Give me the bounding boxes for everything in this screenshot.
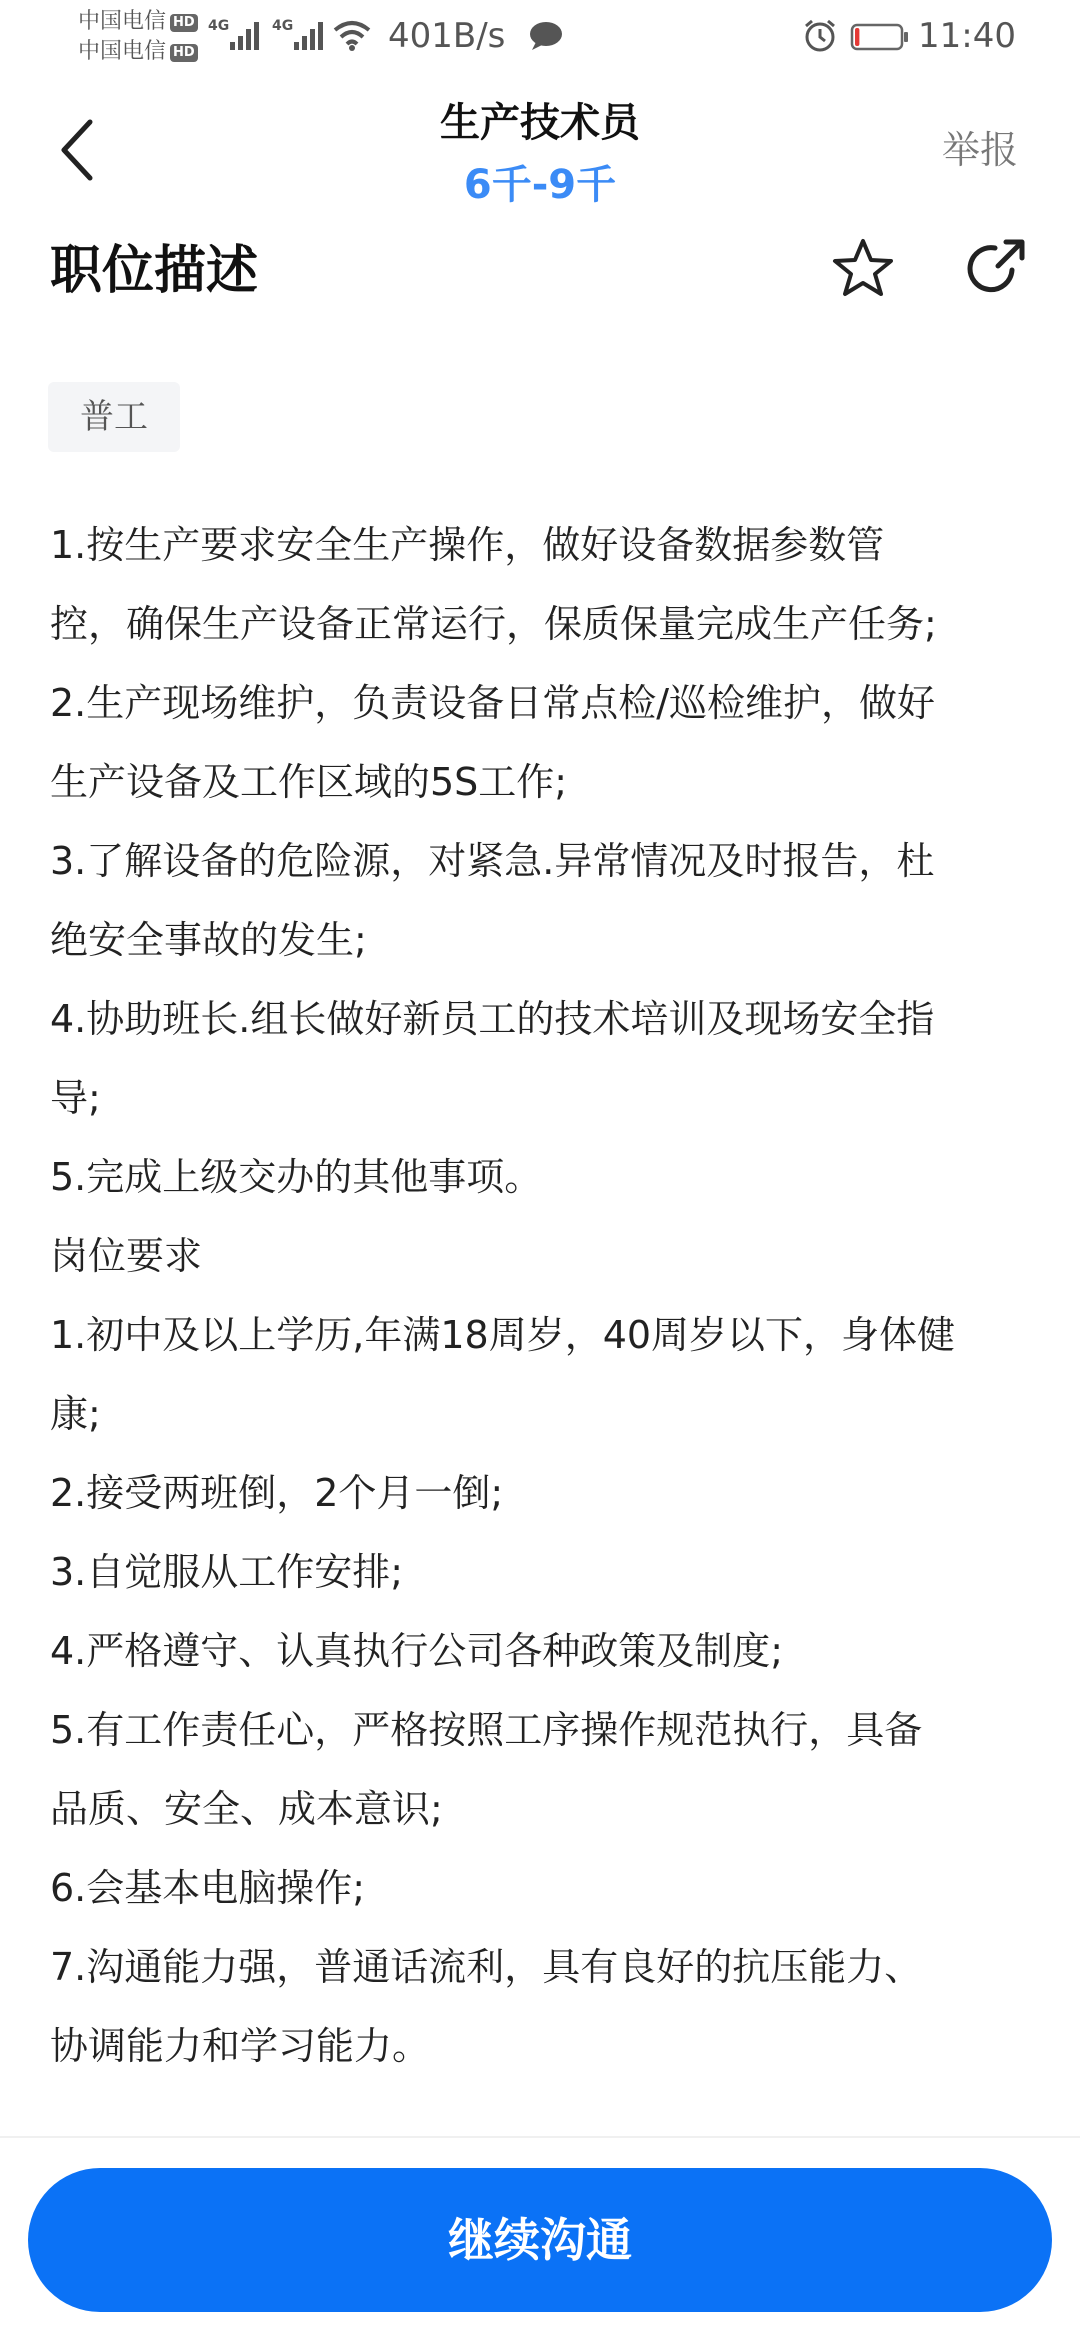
description-line: 生产设备及工作区域的5S工作; — [50, 760, 568, 804]
net-speed: 401B/s — [388, 16, 506, 56]
description-line: 3.自觉服从工作安排; — [50, 1550, 404, 1594]
section-title: 职位描述 — [50, 241, 259, 301]
description-line: 5.完成上级交办的其他事项。 — [50, 1155, 543, 1199]
description-line: 协调能力和学习能力。 — [50, 2024, 431, 2068]
description-line: 1.初中及以上学历,年满18周岁，40周岁以下，身体健 — [50, 1313, 956, 1357]
chat-icon — [528, 20, 564, 52]
clock: 11:40 — [918, 16, 1016, 56]
description-line: 5.有工作责任心，严格按照工序操作规范执行，具备 — [50, 1708, 923, 1752]
carrier-2 — [78, 40, 198, 64]
carrier-1-label: 中国电信 — [78, 9, 167, 34]
battery-icon — [850, 22, 910, 52]
description-line: 1.按生产要求安全生产操作，做好设备数据参数管 — [50, 523, 885, 567]
signal-icon — [208, 14, 268, 54]
net-type-1: 4G — [208, 18, 230, 34]
salary-range: 6千-9千 — [463, 162, 617, 208]
favorite-button[interactable] — [830, 236, 896, 302]
share-icon — [962, 236, 1028, 302]
description-line: 品质、安全、成本意识; — [50, 1787, 443, 1831]
description-line: 6.会基本电脑操作; — [50, 1866, 366, 1910]
signal-icon-2 — [272, 14, 332, 54]
description-line: 2.生产现场维护，负责设备日常点检/巡检维护，做好 — [50, 681, 936, 725]
hd-badge: HD — [170, 14, 198, 32]
description-line: 4.协助班长.组长做好新员工的技术培训及现场安全指 — [50, 997, 935, 1041]
divider — [0, 2136, 1080, 2138]
share-button[interactable] — [962, 236, 1028, 302]
carrier-2-label: 中国电信 — [78, 39, 167, 64]
description-line: 绝安全事故的发生; — [50, 918, 367, 962]
hd-badge-2: HD — [170, 44, 198, 62]
chevron-left-icon — [50, 110, 110, 190]
net-type-2: 4G — [272, 18, 294, 34]
back-button[interactable] — [50, 110, 110, 190]
description-line: 岗位要求 — [50, 1234, 203, 1278]
star-icon — [830, 236, 896, 302]
description-line: 康; — [50, 1392, 101, 1436]
report-button[interactable]: 举报 — [941, 128, 1018, 172]
continue-chat-button[interactable]: 继续沟通 — [28, 2168, 1052, 2312]
alarm-icon — [802, 18, 838, 54]
job-description — [50, 506, 1040, 2086]
description-line: 4.严格遵守、认真执行公司各种政策及制度; — [50, 1629, 784, 1673]
description-line: 3.了解设备的危险源，对紧急.异常情况及时报告，杜 — [50, 839, 935, 883]
description-line: 控，确保生产设备正常运行，保质保量完成生产任务; — [50, 602, 937, 646]
description-line: 2.接受两班倒，2个月一倒; — [50, 1471, 504, 1515]
battery-level — [855, 28, 859, 46]
wifi-icon — [332, 18, 372, 52]
job-title: 生产技术员 — [440, 100, 640, 146]
job-tag: 普工 — [48, 382, 180, 452]
description-line: 导; — [50, 1076, 101, 1120]
status-bar — [0, 0, 1080, 76]
carrier-1 — [78, 10, 198, 34]
description-line: 7.沟通能力强，普通话流利，具有良好的抗压能力、 — [50, 1945, 923, 1989]
